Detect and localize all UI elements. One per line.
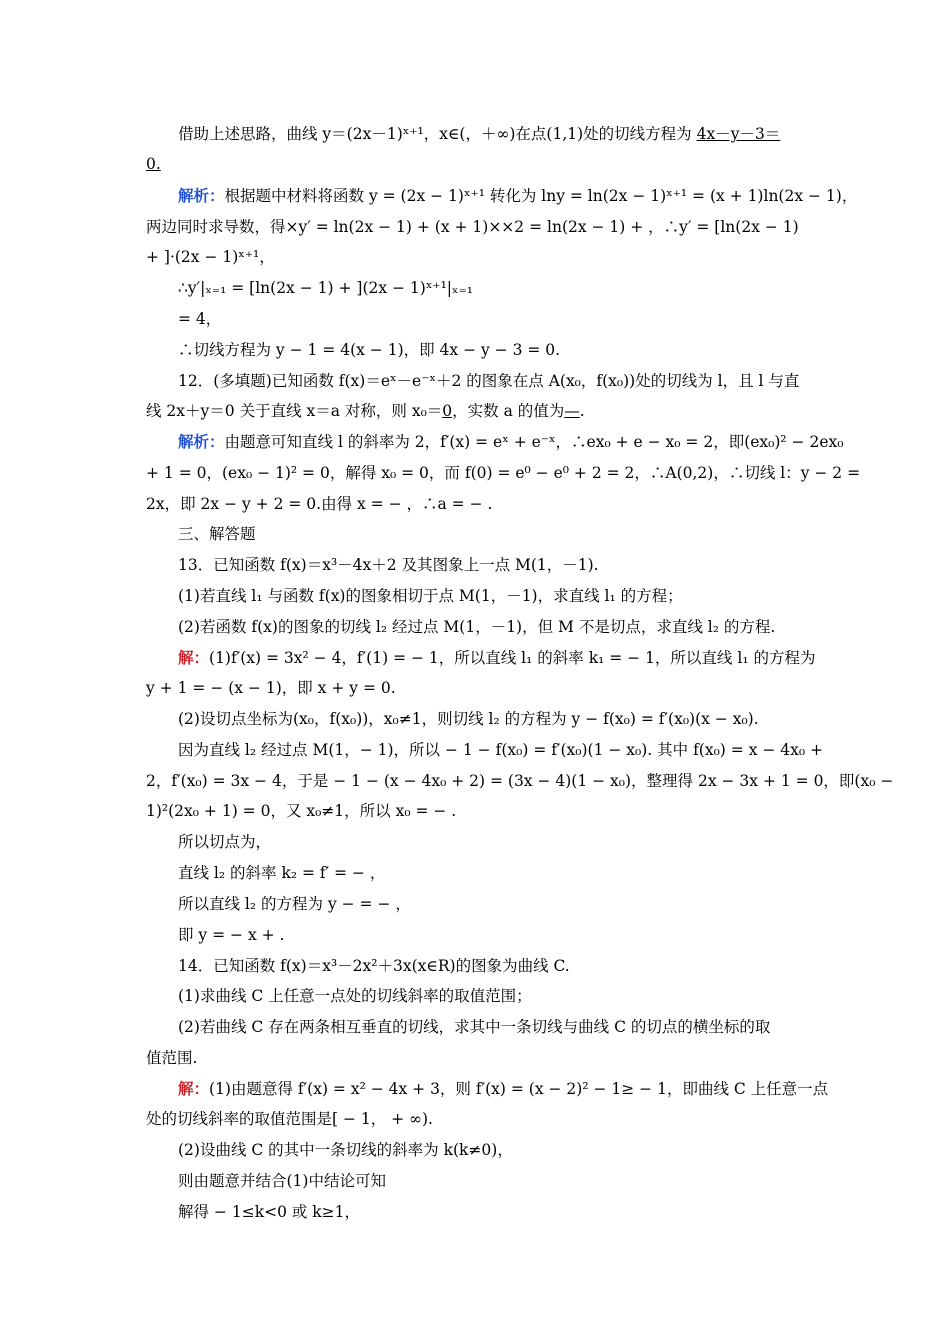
solution-text: 即 y = − x + .	[178, 926, 285, 944]
solution-text: (1)f′(x) = 3x² − 4，f′(1) = − 1，所以直线 l₁ 的斜率 k₁ = − 1，所以直线 l₁ 的方程为	[209, 649, 816, 667]
problem-text: 借助上述思路，曲线 y＝(2x－1)ˣ⁺¹，x∈(，＋∞)在点(1,1)处的切线方程为	[178, 125, 692, 143]
section-heading	[178, 524, 806, 544]
solution-label: 解：	[178, 1079, 210, 1098]
solution-text: 根据题中材料将函数 y = (2x − 1)ˣ⁺¹ 转化为 lny = ln(2x − 1)ˣ⁺¹ = (x + 1)ln(2x − 1)，	[224, 187, 858, 205]
solution-line	[178, 1171, 806, 1191]
problem-text: (2)若曲线 C 存在两条相互垂直的切线，求其中一条切线与曲线 C 的切点的横坐标的取	[178, 1018, 771, 1036]
solution-text: 所以直线 l₂ 的方程为 y − = − ，	[178, 895, 411, 913]
solution-line	[178, 863, 806, 883]
problem-text: 13．已知函数 f(x)＝x³－4x＋2 及其图象上一点 M(1，－1).	[178, 556, 599, 574]
solution-line	[178, 709, 806, 729]
solution-line	[178, 309, 806, 329]
solution-line	[146, 771, 894, 791]
solution-line	[146, 494, 806, 514]
solution-line	[178, 740, 824, 760]
problem-12	[178, 371, 806, 391]
solution-line	[146, 217, 806, 237]
solution-line	[178, 832, 806, 852]
solution-line	[146, 247, 806, 267]
solution-text: 直线 l₂ 的斜率 k₂ = f′ = − ，	[178, 864, 386, 882]
solution-label: 解：	[178, 648, 210, 667]
paragraph	[146, 154, 806, 174]
problem-14	[178, 956, 806, 976]
analysis-label: 解析：	[178, 432, 225, 451]
solution-line	[178, 648, 816, 668]
problem-text: (1)若直线 l₁ 与函数 f(x)的图象相切于点 M(1，－1)，求直线 l₁ 的方程；	[178, 587, 683, 605]
solution-line	[178, 925, 806, 945]
solution-text: (2)设曲线 C 的其中一条切线的斜率为 k(k≠0)，	[178, 1141, 513, 1159]
section-title: 三、解答题	[178, 525, 256, 543]
problem-text: 12．(多填题)已知函数 f(x)＝eˣ－e⁻ˣ＋2 的图象在点 A(x₀，f(x₀))处的切线为 l，且 l 与直	[178, 372, 800, 390]
solution-text: 解得 − 1≤k<0 或 k≥1，	[178, 1203, 361, 1221]
solution-line	[178, 1202, 806, 1222]
solution-text: ∴y′|ₓ₌₁ = [ln(2x − 1) + ](2x − 1)ˣ⁺¹|ₓ₌₁	[178, 279, 473, 297]
solution-line	[178, 1079, 829, 1099]
problem-13	[178, 617, 806, 637]
solution-line	[178, 1140, 806, 1160]
solution-line	[146, 1109, 806, 1129]
solution-line	[178, 186, 858, 206]
problem-text: (2)若函数 f(x)的图象的切线 l₂ 经过点 M(1，－1)，但 M 不是切点，求直线 l₂ 的方程.	[178, 618, 776, 636]
problem-13	[178, 586, 806, 606]
solution-text: 所以切点为，	[178, 833, 272, 851]
solution-line	[146, 678, 806, 698]
solution-line	[178, 278, 806, 298]
solution-text: + 1 = 0，(ex₀ − 1)² = 0，解得 x₀ = 0，而 f(0) = e⁰ − e⁰ + 2 = 2，∴A(0,2)，∴切线 l：y − 2 =	[146, 464, 861, 482]
solution-text: 2x，即 2x − y + 2 = 0.由得 x = − ，∴a = − .	[146, 495, 493, 513]
solution-text: 2，f′(x₀) = 3x − 4，于是 − 1 − (x − 4x₀ + 2) = (3x − 4)(1 − x₀)，整理得 2x − 3x + 1 = 0，即(x₀ −	[146, 772, 894, 790]
solution-text: 处的切线斜率的取值范围是[ − 1， + ∞).	[146, 1110, 433, 1128]
solution-text: ∴切线方程为 y − 1 = 4(x − 1)，即 4x − y − 3 = 0.	[178, 341, 561, 359]
problem-14	[146, 1048, 806, 1068]
solution-line	[178, 340, 806, 360]
problem-text: 值范围.	[146, 1049, 198, 1067]
problem-text: .	[579, 402, 585, 420]
problem-14	[178, 1017, 806, 1037]
solution-line	[178, 432, 844, 452]
answer-blank: 4x－y－3＝	[696, 125, 781, 143]
solution-text: 两边同时求导数，得×y′ = ln(2x − 1) + (x + 1)××2 = ln(2x − 1) + ，∴y′ = [ln(2x − 1)	[146, 218, 799, 236]
problem-text: 线 2x＋y＝0 关于直线 x＝a 对称，则 x₀＝	[146, 402, 443, 420]
solution-text: (2)设切点坐标为(x₀，f(x₀))，x₀≠1，则切线 l₂ 的方程为 y − f(x₀) = f′(x₀)(x − x₀).	[178, 710, 759, 728]
problem-text: 14．已知函数 f(x)＝x³－2x²＋3x(x∈R)的图象为曲线 C.	[178, 957, 570, 975]
solution-line	[146, 801, 806, 821]
solution-text: = 4，	[178, 310, 222, 328]
answer-blank: —	[564, 402, 580, 420]
problem-13	[178, 555, 806, 575]
problem-14	[178, 986, 806, 1006]
problem-12	[146, 401, 806, 421]
solution-text: 则由题意并结合(1)中结论可知	[178, 1172, 386, 1190]
solution-text: 因为直线 l₂ 经过点 M(1，− 1)，所以 − 1 − f(x₀) = f′(x₀)(1 − x₀). 其中 f(x₀) = x − 4x₀ +	[178, 741, 824, 759]
problem-text: ，实数 a 的值为	[452, 402, 565, 420]
answer-blank: 0.	[146, 155, 161, 173]
paragraph	[178, 124, 806, 144]
solution-line	[178, 894, 806, 914]
answer-blank: 0	[442, 402, 453, 420]
solution-text: 1)²(2x₀ + 1) = 0，又 x₀≠1，所以 x₀ = − .	[146, 802, 457, 820]
solution-line	[146, 463, 861, 483]
solution-text: + ]·(2x − 1)ˣ⁺¹，	[146, 248, 275, 266]
problem-text: (1)求曲线 C 上任意一点处的切线斜率的取值范围；	[178, 987, 532, 1005]
solution-text: 由题意可知直线 l 的斜率为 2，f′(x) = eˣ + e⁻ˣ，∴ex₀ + e − x₀ = 2，即(ex₀)² − 2ex₀	[224, 433, 844, 451]
solution-text: (1)由题意得 f′(x) = x² − 4x + 3，则 f′(x) = (x − 2)² − 1≥ − 1，即曲线 C 上任意一点	[209, 1080, 829, 1098]
analysis-label: 解析：	[178, 186, 225, 205]
solution-text: y + 1 = − (x − 1)，即 x + y = 0.	[146, 679, 396, 697]
